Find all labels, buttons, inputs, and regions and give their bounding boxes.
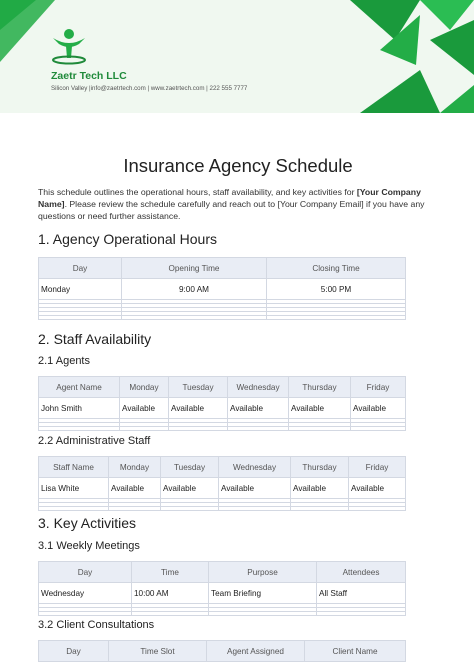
table-header-row	[39, 641, 406, 662]
column-header: Time	[132, 562, 209, 583]
table-row	[39, 478, 406, 499]
table-cell: Lisa White	[39, 478, 109, 499]
company-name: Zaetr Tech LLC	[51, 70, 127, 82]
table-header-row	[39, 258, 406, 279]
table-header-row	[39, 377, 406, 398]
table-cell: Available	[120, 398, 169, 419]
column-header: Client Name	[305, 641, 406, 662]
column-header: Thursday	[291, 457, 349, 478]
column-header: Staff Name	[39, 457, 109, 478]
column-header: Wednesday	[228, 377, 289, 398]
subsection-heading: 2.1 Agents	[38, 355, 90, 367]
table-cell: Available	[291, 478, 349, 499]
table-cell: John Smith	[39, 398, 120, 419]
column-header: Day	[39, 258, 122, 279]
table-row	[39, 583, 406, 604]
subsection-heading: 3.1 Weekly Meetings	[38, 540, 140, 552]
company-contact: Silicon Valley |info@zaetrtech.com | www.zaetrtech.com | 222 555 7777	[51, 85, 248, 92]
table-cell: Available	[169, 398, 228, 419]
column-header: Thursday	[289, 377, 351, 398]
table-cell: Available	[109, 478, 161, 499]
table-cell: Monday	[39, 279, 122, 300]
table-cell: Available	[161, 478, 219, 499]
table-header-row	[39, 562, 406, 583]
column-header: Attendees	[317, 562, 406, 583]
table-cell: Available	[289, 398, 351, 419]
table-row	[39, 507, 406, 511]
subsection-heading: 2.2 Administrative Staff	[38, 435, 151, 447]
column-header: Day	[39, 562, 132, 583]
company-placeholder: [Your Company Name]	[38, 187, 421, 210]
column-header: Purpose	[209, 562, 317, 583]
column-header: Agent Name	[39, 377, 120, 398]
column-header: Monday	[120, 377, 169, 398]
column-header: Closing Time	[267, 258, 406, 279]
table-cell: Wednesday	[39, 583, 132, 604]
section-heading: 3. Key Activities	[38, 515, 137, 531]
table-cell: Available	[349, 478, 406, 499]
column-header: Friday	[351, 377, 406, 398]
table-row	[39, 316, 406, 320]
column-header: Friday	[349, 457, 406, 478]
column-header: Tuesday	[169, 377, 228, 398]
column-header: Opening Time	[122, 258, 267, 279]
table-cell: 9:00 AM	[122, 279, 267, 300]
client-consultations-table	[38, 640, 406, 662]
table-cell: 10:00 AM	[132, 583, 209, 604]
green-triangle	[360, 70, 440, 113]
section-heading: 1. Agency Operational Hours	[38, 231, 217, 247]
green-triangle	[440, 85, 474, 113]
table-cell: All Staff	[317, 583, 406, 604]
table-cell: Team Briefing	[209, 583, 317, 604]
table-cell: Available	[219, 478, 291, 499]
table-row	[39, 398, 406, 419]
agents-availability-table	[38, 376, 406, 431]
green-triangle	[0, 0, 55, 62]
column-header: Day	[39, 641, 109, 662]
document-header	[0, 0, 474, 113]
column-header: Monday	[109, 457, 161, 478]
table-cell: Available	[351, 398, 406, 419]
column-header: Time Slot	[109, 641, 207, 662]
intro-text: . Please review the schedule carefully and reach out to [Your Company Email] if you have any questions or need further assistance.	[38, 199, 425, 222]
intro-text: This schedule outlines the operational hours, staff availability, and key activities for	[38, 187, 357, 197]
column-header: Tuesday	[161, 457, 219, 478]
intro-paragraph	[38, 186, 433, 223]
table-row	[39, 279, 406, 300]
table-cell: Available	[228, 398, 289, 419]
operational-hours-table	[38, 257, 406, 320]
subsection-heading: 3.2 Client Consultations	[38, 619, 155, 631]
table-header-row	[39, 457, 406, 478]
section-heading: 2. Staff Availability	[38, 331, 152, 347]
table-cell: 5:00 PM	[267, 279, 406, 300]
page-title: Insurance Agency Schedule	[123, 155, 353, 176]
admin-staff-availability-table	[38, 456, 406, 511]
column-header: Agent Assigned	[207, 641, 305, 662]
table-row	[39, 612, 406, 616]
green-triangle	[430, 20, 474, 75]
weekly-meetings-table	[38, 561, 406, 616]
company-logo-icon	[49, 26, 89, 66]
table-row	[39, 427, 406, 431]
column-header: Wednesday	[219, 457, 291, 478]
